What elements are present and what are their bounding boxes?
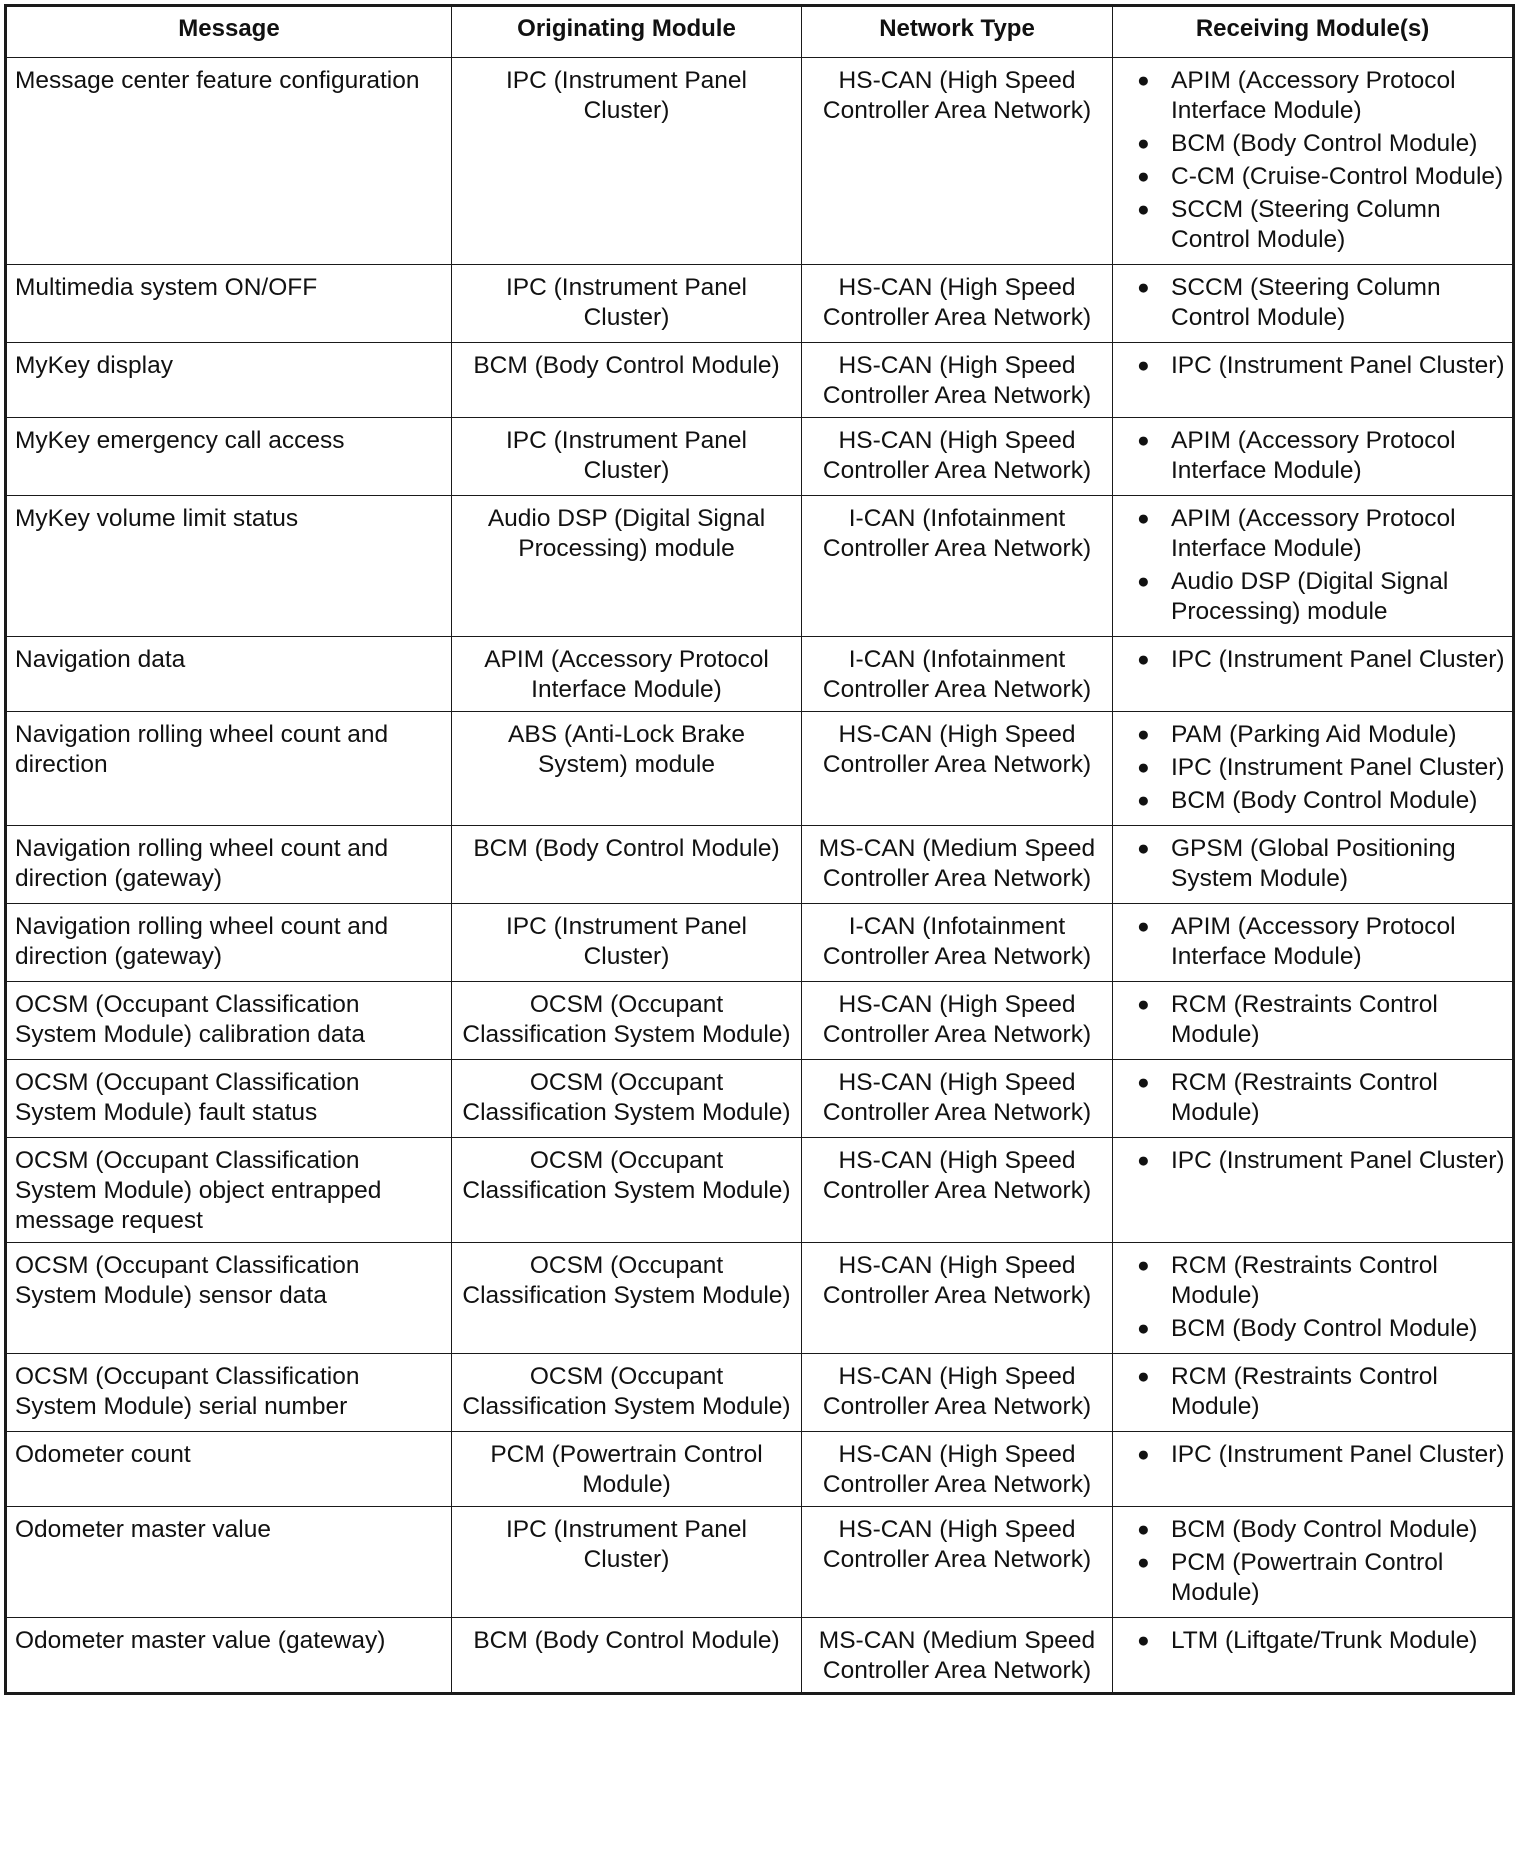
receiving-module-item: ● BCM (Body Control Module) [1137,1515,1506,1545]
receiving-module-item: ● IPC (Instrument Panel Cluster) [1137,1146,1506,1176]
cell-network-type: HS-CAN (High Speed Controller Area Network) [802,982,1113,1060]
cell-originating-module: OCSM (Occupant Classification System Module) [452,1243,802,1354]
cell-message: Odometer master value (gateway) [6,1618,452,1694]
table-row [6,418,1514,496]
receiving-module-list [1137,273,1506,333]
cell-originating-module: OCSM (Occupant Classification System Module) [452,982,802,1060]
receiving-module-list [1137,1440,1506,1470]
table-row [6,58,1514,265]
cell-receiving-modules [1113,265,1514,343]
cell-receiving-modules [1113,1138,1514,1243]
cell-receiving-modules [1113,904,1514,982]
receiving-module-item: ● BCM (Body Control Module) [1137,786,1506,816]
cell-receiving-modules [1113,982,1514,1060]
receiving-module-item: ● C-CM (Cruise-Control Module) [1137,162,1506,192]
cell-receiving-modules [1113,712,1514,826]
cell-network-type: HS-CAN (High Speed Controller Area Network) [802,1060,1113,1138]
receiving-module-item: ● GPSM (Global Positioning System Module) [1137,834,1506,894]
cell-receiving-modules [1113,496,1514,637]
table-row [6,343,1514,418]
receiving-module-item: ● APIM (Accessory Protocol Interface Module) [1137,66,1506,126]
receiving-module-list [1137,1146,1506,1176]
cell-message: Odometer count [6,1432,452,1507]
cell-message: OCSM (Occupant Classification System Module) fault status [6,1060,452,1138]
receiving-module-item: ● PAM (Parking Aid Module) [1137,720,1506,750]
cell-originating-module: BCM (Body Control Module) [452,1618,802,1694]
table-row [6,637,1514,712]
cell-receiving-modules [1113,58,1514,265]
receiving-module-list [1137,66,1506,255]
cell-network-type: MS-CAN (Medium Speed Controller Area Network) [802,1618,1113,1694]
header-message: Message [6,6,452,58]
table-row [6,1507,1514,1618]
receiving-module-item: ● Audio DSP (Digital Signal Processing) module [1137,567,1506,627]
cell-receiving-modules [1113,1243,1514,1354]
receiving-module-list [1137,645,1506,675]
cell-receiving-modules [1113,343,1514,418]
cell-originating-module: APIM (Accessory Protocol Interface Module) [452,637,802,712]
receiving-module-item: ● RCM (Restraints Control Module) [1137,990,1506,1050]
cell-message: Message center feature configuration [6,58,452,265]
cell-network-type: HS-CAN (High Speed Controller Area Network) [802,1138,1113,1243]
table-row [6,826,1514,904]
table-row [6,904,1514,982]
table-row [6,1432,1514,1507]
cell-originating-module: BCM (Body Control Module) [452,826,802,904]
receiving-module-list [1137,912,1506,972]
receiving-module-item: ● APIM (Accessory Protocol Interface Module) [1137,426,1506,486]
receiving-module-list [1137,504,1506,627]
cell-network-type: I-CAN (Infotainment Controller Area Network) [802,496,1113,637]
receiving-module-list [1137,1251,1506,1344]
receiving-module-item: ● RCM (Restraints Control Module) [1137,1068,1506,1128]
table-row [6,982,1514,1060]
cell-receiving-modules [1113,637,1514,712]
receiving-module-item: ● IPC (Instrument Panel Cluster) [1137,1440,1506,1470]
cell-receiving-modules [1113,1354,1514,1432]
cell-receiving-modules [1113,1432,1514,1507]
receiving-module-list [1137,990,1506,1050]
cell-originating-module: IPC (Instrument Panel Cluster) [452,58,802,265]
cell-originating-module: ABS (Anti-Lock Brake System) module [452,712,802,826]
cell-receiving-modules [1113,1507,1514,1618]
cell-originating-module: IPC (Instrument Panel Cluster) [452,1507,802,1618]
cell-message: Navigation rolling wheel count and direction [6,712,452,826]
cell-network-type: HS-CAN (High Speed Controller Area Network) [802,418,1113,496]
cell-originating-module: IPC (Instrument Panel Cluster) [452,904,802,982]
cell-message: OCSM (Occupant Classification System Module) calibration data [6,982,452,1060]
cell-network-type: HS-CAN (High Speed Controller Area Network) [802,1507,1113,1618]
message-table [4,4,1515,1695]
cell-receiving-modules [1113,1060,1514,1138]
cell-message: Navigation rolling wheel count and direction (gateway) [6,904,452,982]
cell-network-type: HS-CAN (High Speed Controller Area Network) [802,1243,1113,1354]
header-network-type: Network Type [802,6,1113,58]
cell-network-type: I-CAN (Infotainment Controller Area Network) [802,637,1113,712]
receiving-module-list [1137,1626,1506,1656]
receiving-module-item: ● IPC (Instrument Panel Cluster) [1137,351,1506,381]
cell-message: MyKey volume limit status [6,496,452,637]
cell-network-type: MS-CAN (Medium Speed Controller Area Network) [802,826,1113,904]
cell-originating-module: OCSM (Occupant Classification System Module) [452,1138,802,1243]
receiving-module-list [1137,1362,1506,1422]
table-row [6,1138,1514,1243]
table-row [6,1243,1514,1354]
cell-receiving-modules [1113,826,1514,904]
receiving-module-item: ● LTM (Liftgate/Trunk Module) [1137,1626,1506,1656]
receiving-module-item: ● SCCM (Steering Column Control Module) [1137,195,1506,255]
table-row [6,496,1514,637]
cell-network-type: HS-CAN (High Speed Controller Area Network) [802,58,1113,265]
table-row [6,265,1514,343]
receiving-module-item: ● BCM (Body Control Module) [1137,1314,1506,1344]
cell-message: Multimedia system ON/OFF [6,265,452,343]
receiving-module-list [1137,351,1506,381]
cell-message: Navigation rolling wheel count and direction (gateway) [6,826,452,904]
receiving-module-item: ● APIM (Accessory Protocol Interface Module) [1137,912,1506,972]
receiving-module-item: ● SCCM (Steering Column Control Module) [1137,273,1506,333]
receiving-module-item: ● RCM (Restraints Control Module) [1137,1251,1506,1311]
cell-network-type: HS-CAN (High Speed Controller Area Network) [802,1432,1113,1507]
receiving-module-list [1137,426,1506,486]
cell-receiving-modules [1113,1618,1514,1694]
receiving-module-list [1137,834,1506,894]
cell-network-type: HS-CAN (High Speed Controller Area Network) [802,1354,1113,1432]
cell-receiving-modules [1113,418,1514,496]
cell-message: Odometer master value [6,1507,452,1618]
table-row [6,712,1514,826]
cell-message: OCSM (Occupant Classification System Module) sensor data [6,1243,452,1354]
table-header [6,6,1514,58]
table-row [6,1618,1514,1694]
receiving-module-list [1137,1068,1506,1128]
header-row [6,6,1514,58]
receiving-module-list [1137,1515,1506,1608]
receiving-module-list [1137,720,1506,816]
cell-originating-module: IPC (Instrument Panel Cluster) [452,265,802,343]
module-communication-table [4,4,1512,1695]
receiving-module-item: ● RCM (Restraints Control Module) [1137,1362,1506,1422]
cell-network-type: HS-CAN (High Speed Controller Area Network) [802,343,1113,418]
receiving-module-item: ● IPC (Instrument Panel Cluster) [1137,753,1506,783]
cell-originating-module: IPC (Instrument Panel Cluster) [452,418,802,496]
header-receiving-modules: Receiving Module(s) [1113,6,1514,58]
table-row [6,1060,1514,1138]
cell-originating-module: OCSM (Occupant Classification System Module) [452,1060,802,1138]
table-row [6,1354,1514,1432]
receiving-module-item: ● BCM (Body Control Module) [1137,129,1506,159]
cell-originating-module: BCM (Body Control Module) [452,343,802,418]
cell-network-type: HS-CAN (High Speed Controller Area Network) [802,712,1113,826]
cell-message: MyKey display [6,343,452,418]
receiving-module-item: ● APIM (Accessory Protocol Interface Module) [1137,504,1506,564]
cell-network-type: I-CAN (Infotainment Controller Area Network) [802,904,1113,982]
receiving-module-item: ● PCM (Powertrain Control Module) [1137,1548,1506,1608]
cell-originating-module: PCM (Powertrain Control Module) [452,1432,802,1507]
cell-message: Navigation data [6,637,452,712]
receiving-module-item: ● IPC (Instrument Panel Cluster) [1137,645,1506,675]
cell-originating-module: Audio DSP (Digital Signal Processing) module [452,496,802,637]
header-originating-module: Originating Module [452,6,802,58]
cell-message: OCSM (Occupant Classification System Module) object entrapped message request [6,1138,452,1243]
cell-originating-module: OCSM (Occupant Classification System Module) [452,1354,802,1432]
cell-message: MyKey emergency call access [6,418,452,496]
cell-message: OCSM (Occupant Classification System Module) serial number [6,1354,452,1432]
cell-network-type: HS-CAN (High Speed Controller Area Network) [802,265,1113,343]
table-body [6,58,1514,1694]
